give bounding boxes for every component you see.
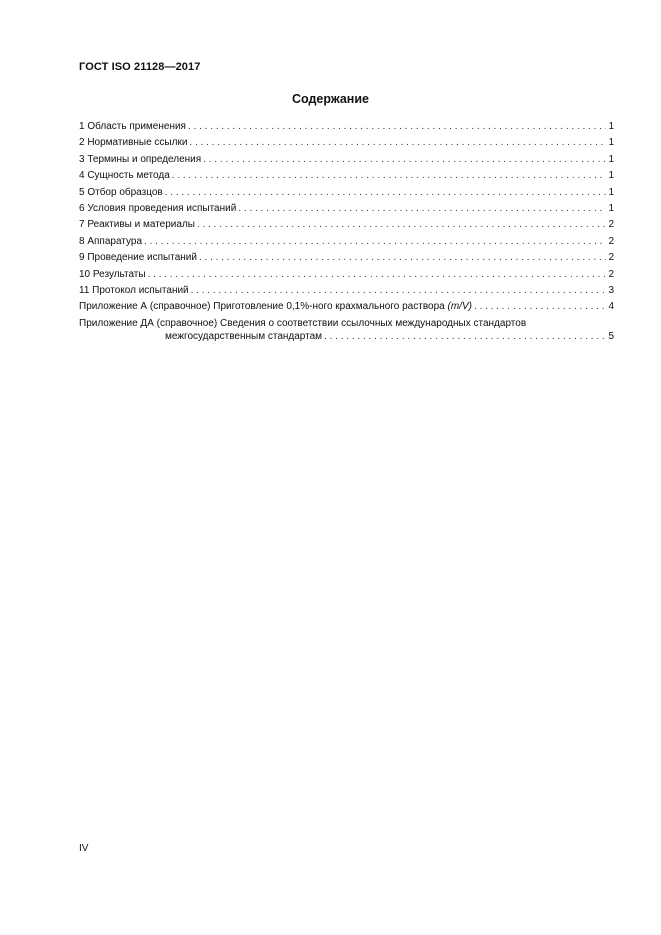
toc-title: Содержание: [291, 92, 369, 106]
toc-entry-page: 4: [608, 301, 614, 313]
toc-entry[interactable]: [79, 268, 614, 284]
toc-entry-text: 11 Протокол испытаний: [79, 284, 189, 296]
toc-entry-page: 1: [608, 170, 614, 182]
annex-a-title: Приложение А (справочное) Приготовление 0,1%-ного крахмального раствора: [79, 301, 445, 313]
dot-leader: [324, 330, 606, 343]
toc-entry-text: 5 Отбор образцов: [79, 186, 163, 198]
toc-entry-page: 1: [608, 202, 614, 214]
toc-entry-text: 3 Термины и определения: [79, 153, 202, 165]
toc-entry[interactable]: [79, 153, 614, 169]
annex-da-title-line2: межгосударственным стандартам: [165, 330, 323, 342]
toc-entry-annex-a[interactable]: [79, 300, 614, 316]
dot-leader: [165, 186, 606, 199]
dot-leader: [474, 300, 606, 313]
dot-leader: [144, 235, 606, 248]
toc-entry-text: 8 Аппаратура: [79, 235, 143, 247]
toc-entry-page: 2: [608, 219, 614, 231]
dot-leader: [203, 153, 606, 166]
toc-entry-page: 3: [608, 284, 614, 296]
toc-entry[interactable]: [79, 251, 614, 267]
toc-entry[interactable]: [79, 136, 614, 152]
toc-entry-page: 2: [608, 235, 614, 247]
toc-entry-text: 7 Реактивы и материалы: [79, 219, 195, 231]
toc-entry[interactable]: [79, 120, 614, 136]
page-number: IV: [79, 843, 89, 854]
toc-entry-annex-da[interactable]: [79, 317, 614, 343]
toc-entry[interactable]: [79, 186, 614, 202]
toc-entry-page: 1: [608, 137, 614, 149]
toc-entry-page: 5: [608, 330, 614, 342]
toc-entry-text: [79, 300, 472, 313]
dot-leader: [199, 251, 606, 264]
dot-leader: [148, 268, 606, 281]
toc-entry[interactable]: [79, 218, 614, 234]
dot-leader: [238, 202, 606, 215]
toc-entry-page: 2: [608, 268, 614, 280]
toc-entry[interactable]: [79, 284, 614, 300]
dot-leader: [172, 169, 606, 182]
standard-code: ГОСТ ISO 21128—2017: [79, 61, 201, 73]
toc-entry[interactable]: [79, 202, 614, 218]
annex-da-title-line1: Приложение ДА (справочное) Сведения о соответствии ссылочных международных стандартов: [79, 317, 527, 329]
toc-entry-text: 4 Сущность метода: [79, 170, 170, 182]
dot-leader: [188, 120, 606, 133]
toc-entry-page: 1: [608, 186, 614, 198]
toc-entry-text: 9 Проведение испытаний: [79, 252, 197, 264]
dot-leader: [191, 284, 606, 297]
dot-leader: [197, 218, 606, 231]
dot-leader: [189, 136, 606, 149]
toc-entry-text: 10 Результаты: [79, 268, 146, 280]
toc-entry-page: 1: [608, 121, 614, 132]
toc-entry-text: 6 Условия проведения испытаний: [79, 202, 237, 214]
toc-entry-page: 1: [608, 153, 614, 165]
annex-a-italic: (m/V): [447, 301, 472, 313]
toc-entry-text: 1 Область применения: [79, 121, 186, 132]
table-of-contents: [79, 120, 614, 343]
toc-entry-page: 2: [608, 252, 614, 264]
toc-entry[interactable]: [79, 235, 614, 251]
toc-entry[interactable]: [79, 169, 614, 185]
toc-entry-text: 2 Нормативные ссылки: [79, 137, 188, 149]
